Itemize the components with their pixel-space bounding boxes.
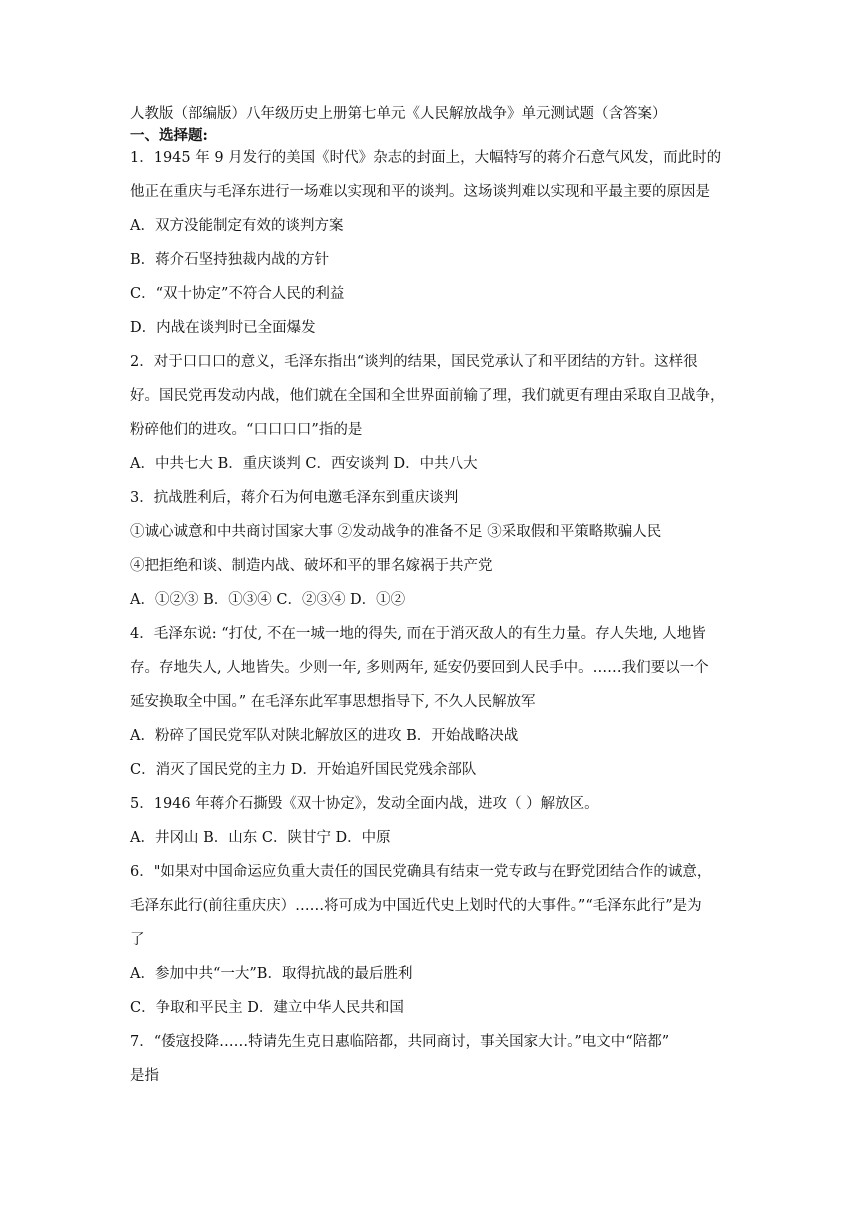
document-page bbox=[130, 104, 732, 1100]
option-line: C．争取和平民主 D．建立中华人民共和国 bbox=[130, 1000, 404, 1016]
text-line: 毛泽东此行(前往重庆庆）……将可成为中国近代史上划时代的大事件。”“毛泽东此行”是为 bbox=[130, 898, 702, 914]
text-line: 粉碎他们的进攻。“口口口口”指的是 bbox=[130, 422, 363, 438]
option-line: D．内战在谈判时已全面爆发 bbox=[130, 320, 316, 336]
option-line: A．①②③ B．①③④ C．②③④ D．①② bbox=[130, 592, 406, 608]
text-line: 4．毛泽东说: “打仗, 不在一城一地的得失, 而在于消灭敌人的有生力量。存人失地, 人地皆 bbox=[130, 626, 706, 642]
text-line: 存。存地失人, 人地皆失。少则一年, 多则两年, 延安仍要回到人民手中。……我们要以一个 bbox=[130, 660, 709, 676]
option-line: A．粉碎了国民党军队对陕北解放区的进攻 B．开始战略决战 bbox=[130, 728, 519, 744]
option-line: C．“双十协定”不符合人民的利益 bbox=[130, 286, 345, 302]
text-line: 是指 bbox=[130, 1068, 159, 1084]
text-line: 7．“倭寇投降……特请先生克日惠临陪都，共同商讨，事关国家大计。”电文中“陪都” bbox=[130, 1034, 670, 1050]
text-line: 3．抗战胜利后，蒋介石为何电邀毛泽东到重庆谈判 bbox=[130, 490, 459, 506]
text-line: 5．1946 年蒋介石撕毁《双十协定》，发动全面内战，进攻（ ）解放区。 bbox=[130, 796, 599, 812]
text-line: 6．"如果对中国命运应负重大责任的国民党确具有结束一党专政与在野党团结合作的诚意， bbox=[130, 864, 712, 880]
text-line: ①诚心诚意和中共商讨国家大事 ②发动战争的准备不足 ③采取假和平策略欺骗人民 bbox=[130, 524, 662, 540]
option-line: A．中共七大 B．重庆谈判 C．西安谈判 D．中共八大 bbox=[130, 456, 478, 472]
option-line: A．双方没能制定有效的谈判方案 bbox=[130, 218, 344, 234]
text-line: 他正在重庆与毛泽东进行一场难以实现和平的谈判。这场谈判难以实现和平最主要的原因是 bbox=[130, 184, 710, 200]
option-line: A．井冈山 B．山东 C．陕甘宁 D．中原 bbox=[130, 830, 391, 846]
text-line: 延安换取全中国。” 在毛泽东此军事思想指导下, 不久人民解放军 bbox=[130, 694, 536, 710]
option-line: C．消灭了国民党的主力 D．开始追歼国民党残余部队 bbox=[130, 762, 477, 778]
option-line: A．参加中共“一大”B．取得抗战的最后胜利 bbox=[130, 966, 413, 982]
document-title: 人教版（部编版）八年级历史上册第七单元《人民解放战争》单元测试题（含答案） bbox=[130, 106, 667, 122]
text-line: 1．1945 年 9 月发行的美国《时代》杂志的封面上，大幅特写的蒋介石意气风发，而此时的 bbox=[130, 150, 722, 166]
text-line: 2．对于口口口的意义，毛泽东指出“谈判的结果，国民党承认了和平团结的方针。这样很 bbox=[130, 354, 698, 370]
section-heading: 一、选择题: bbox=[130, 127, 208, 144]
text-line: 好。国民党再发动内战，他们就在全国和全世界面前输了理，我们就更有理由采取自卫战争， bbox=[130, 388, 725, 404]
option-line: B．蒋介石坚持独裁内战的方针 bbox=[130, 252, 330, 268]
text-line: ④把拒绝和谈、制造内战、破坏和平的罪名嫁祸于共产党 bbox=[130, 558, 493, 574]
text-line: 了 bbox=[130, 932, 145, 948]
